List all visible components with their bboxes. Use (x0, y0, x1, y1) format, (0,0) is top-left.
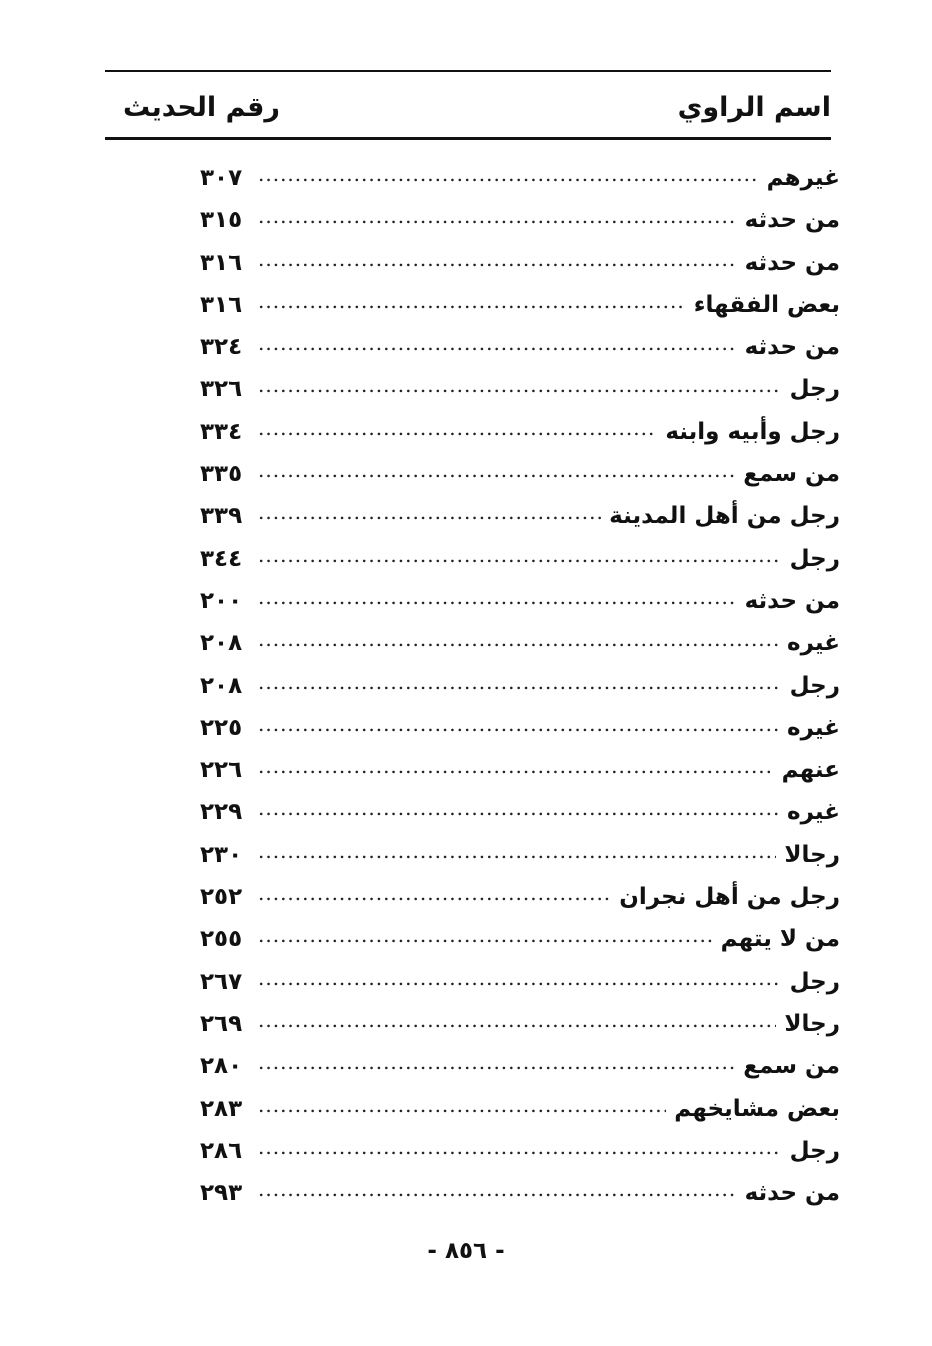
dot-leader (258, 966, 782, 990)
hadith-number: ٢٠٨ (200, 672, 243, 699)
dot-leader (258, 923, 713, 947)
dot-leader (258, 331, 737, 355)
header-bottom-rule (105, 137, 831, 140)
hadith-number: ٣٠٧ (200, 165, 243, 191)
number-column-heading: رقم الحديث (123, 91, 280, 123)
index-entry (200, 1011, 840, 1053)
dot-leader (258, 162, 759, 186)
narrator-name: رجل من أهل المدينة (609, 503, 840, 530)
dot-leader (258, 670, 782, 694)
dot-leader (258, 839, 776, 863)
hadith-number: ٣٢٦ (200, 376, 243, 403)
narrator-name: غيره (787, 714, 840, 741)
narrator-name: غيرهم (766, 165, 840, 191)
narrator-column-heading: اسم الراوي (677, 91, 831, 123)
narrator-name: من سمع (743, 1053, 840, 1080)
index-entry (200, 757, 840, 799)
dot-leader (258, 373, 782, 397)
index-entry (200, 630, 840, 672)
dot-leader (258, 796, 779, 820)
index-entry (200, 588, 840, 630)
dot-leader (258, 1008, 776, 1032)
hadith-number: ٢٠٨ (200, 630, 243, 657)
index-entries (200, 165, 840, 1222)
index-entry (200, 419, 840, 461)
page-number: - ٨٥٦ - (427, 1238, 505, 1264)
hadith-number: ٣١٦ (200, 249, 243, 276)
narrator-name: رجل من أهل نجران (619, 884, 840, 911)
index-entry (200, 1053, 840, 1095)
narrator-name: رجالا (784, 841, 840, 868)
index-entry (200, 546, 840, 588)
dot-leader (258, 1135, 782, 1159)
narrator-name: بعض مشايخهم (674, 1095, 840, 1122)
dot-leader (258, 543, 782, 567)
index-entry (200, 1096, 840, 1138)
index-entry (200, 292, 840, 334)
dot-leader (258, 1177, 737, 1201)
dot-leader (258, 881, 611, 905)
narrator-name: غيره (787, 630, 840, 657)
hadith-number: ٢٢٦ (200, 757, 243, 784)
table-header (105, 84, 831, 130)
dot-leader (258, 247, 737, 271)
dot-leader (258, 289, 686, 313)
index-entry (200, 926, 840, 968)
index-entry (200, 207, 840, 249)
index-entry (200, 461, 840, 503)
narrator-name: من حدثه (744, 334, 840, 361)
hadith-number: ٣٣٩ (200, 503, 243, 530)
narrator-name: رجالا (784, 1010, 840, 1037)
hadith-number: ٢٩٣ (200, 1180, 243, 1207)
narrator-name: من حدثه (744, 1180, 840, 1207)
narrator-name: من حدثه (744, 207, 840, 234)
narrator-name: رجل وأبيه وابنه (665, 418, 840, 445)
narrator-name: من سمع (743, 461, 840, 488)
hadith-number: ٢٦٧ (200, 968, 243, 995)
dot-leader (258, 500, 601, 524)
dot-leader (258, 585, 737, 609)
index-entry (200, 969, 840, 1011)
hadith-number: ٢٨٠ (200, 1053, 243, 1080)
hadith-number: ٢٣٠ (200, 841, 243, 868)
dot-leader (258, 204, 737, 228)
hadith-number: ٢٥٢ (200, 884, 243, 911)
dot-leader (258, 712, 779, 736)
dot-leader (258, 416, 657, 440)
dot-leader (258, 627, 779, 651)
narrator-name: بعض الفقهاء (693, 291, 840, 318)
narrator-name: عنهم (781, 757, 840, 784)
hadith-number: ٢٨٣ (200, 1095, 243, 1122)
index-entry (200, 1138, 840, 1180)
index-entry (200, 250, 840, 292)
dot-leader (258, 1093, 666, 1117)
narrator-name: رجل (789, 968, 840, 995)
index-entry (200, 334, 840, 376)
hadith-number: ٣١٦ (200, 291, 243, 318)
hadith-number: ٣٤٤ (200, 545, 243, 572)
hadith-number: ٢٨٦ (200, 1137, 243, 1164)
narrator-name: من حدثه (744, 587, 840, 614)
hadith-number: ٣٢٤ (200, 334, 243, 361)
hadith-number: ٢٥٥ (200, 926, 243, 953)
index-entry (200, 673, 840, 715)
hadith-number: ٣٣٥ (200, 461, 243, 488)
narrator-name: رجل (789, 672, 840, 699)
narrator-name: من لا يتهم (720, 926, 840, 953)
dot-leader (258, 754, 774, 778)
hadith-number: ٣٣٤ (200, 418, 243, 445)
hadith-number: ٢٦٩ (200, 1010, 243, 1037)
index-entry (200, 376, 840, 418)
index-entry (200, 1180, 840, 1222)
index-entry (200, 842, 840, 884)
header-top-rule (105, 70, 831, 72)
index-entry (200, 715, 840, 757)
hadith-number: ٣١٥ (200, 207, 243, 234)
index-entry (200, 165, 840, 207)
index-entry (200, 799, 840, 841)
narrator-name: غيره (787, 799, 840, 826)
hadith-number: ٢٢٥ (200, 714, 243, 741)
dot-leader (258, 458, 735, 482)
narrator-name: رجل (789, 1137, 840, 1164)
hadith-number: ٢٠٠ (200, 587, 243, 614)
hadith-number: ٢٢٩ (200, 799, 243, 826)
dot-leader (258, 1050, 735, 1074)
narrator-name: من حدثه (744, 249, 840, 276)
index-entry (200, 884, 840, 926)
narrator-name: رجل (789, 545, 840, 572)
narrator-name: رجل (789, 376, 840, 403)
index-entry (200, 503, 840, 545)
